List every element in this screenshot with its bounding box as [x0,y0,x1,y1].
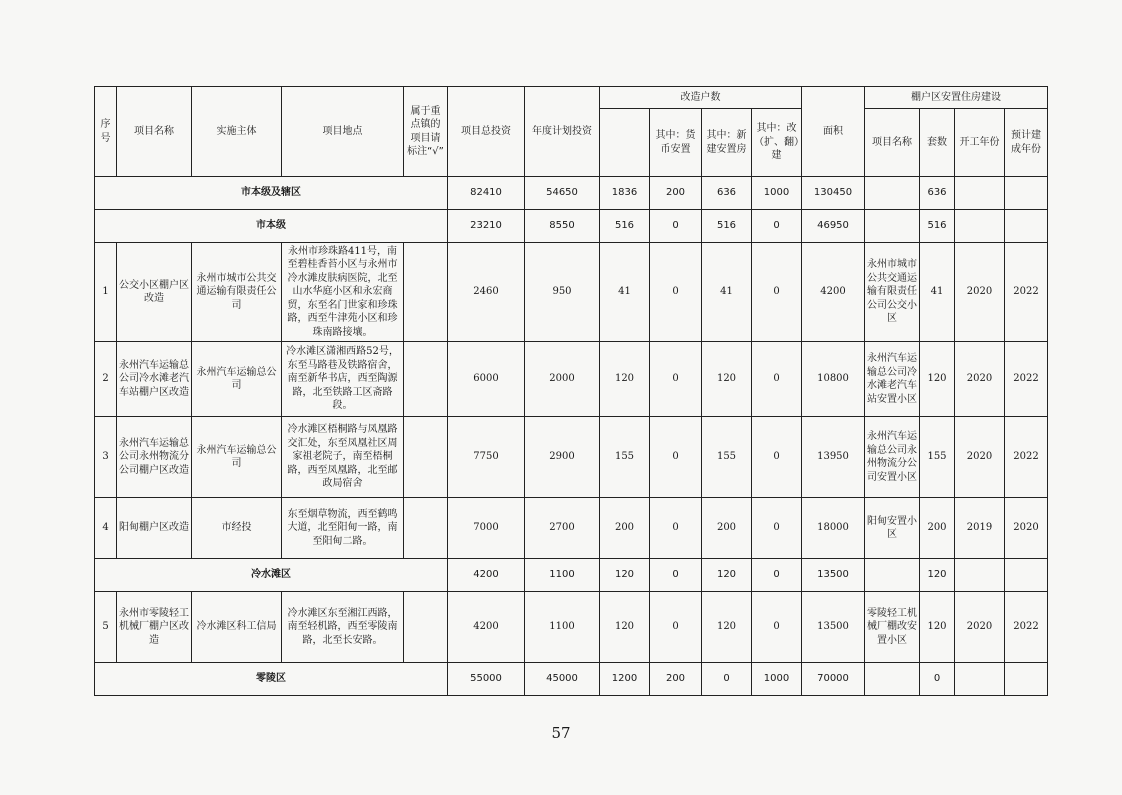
cell-end-year: 2022 [1005,342,1048,417]
cell-seq: 5 [95,592,117,663]
cell-monetary: 0 [650,210,702,243]
cell-housing-name: 永州汽车运输总公司冷水滩老汽车站安置小区 [865,342,920,417]
cell-start-year [955,559,1005,592]
summary-row-lengshuitan [95,559,1048,592]
cell-area: 13500 [802,592,865,663]
cell-area: 13950 [802,417,865,498]
cell-implementer: 永州汽车运输总公司 [192,342,282,417]
cell-area: 10800 [802,342,865,417]
cell-start-year: 2020 [955,342,1005,417]
cell-units: 41 [920,243,955,342]
cell-key-town [404,417,448,498]
cell-units: 516 [920,210,955,243]
cell-units: 155 [920,417,955,498]
cell-location: 东至烟草物流，西至鹤鸣大道，北至阳甸一路，南至阳甸二路。 [282,498,404,559]
cell-monetary: 0 [650,592,702,663]
cell-households: 120 [600,342,650,417]
cell-new-build: 120 [702,592,752,663]
cell-units: 200 [920,498,955,559]
cell-units: 120 [920,342,955,417]
cell-location: 冷水滩区潇湘西路52号，东至马路巷及铁路宿舍，南至新华书店，西至陶源路，北至铁路工区斋路段。 [282,342,404,417]
summary-row-city-total [95,177,1048,210]
cell-renovate: 0 [752,559,802,592]
cell-location: 冷水滩区梧桐路与凤凰路交汇处，东至凤凰社区周家祖老院子，南至梧桐路，西至凤凰路，北至邮政局宿舍 [282,417,404,498]
cell-area: 130450 [802,177,865,210]
cell-start-year [955,177,1005,210]
header-renovate: 其中：改（扩、翻）建 [752,109,802,177]
cell-seq: 2 [95,342,117,417]
cell-annual-investment: 950 [525,243,600,342]
cell-housing-name [865,559,920,592]
header-households-total [600,109,650,177]
header-row-1 [95,87,1048,109]
cell-start-year: 2020 [955,417,1005,498]
header-location: 项目地点 [282,87,404,177]
cell-annual-investment: 54650 [525,177,600,210]
cell-units: 636 [920,177,955,210]
table-row [95,342,1048,417]
cell-start-year: 2020 [955,592,1005,663]
cell-households: 41 [600,243,650,342]
cell-key-town [404,243,448,342]
cell-project-name: 永州汽车运输总公司冷水滩老汽车站棚户区改造 [117,342,192,417]
cell-new-build: 0 [702,663,752,696]
cell-households: 516 [600,210,650,243]
cell-units: 0 [920,663,955,696]
summary-row-lingling [95,663,1048,696]
cell-seq: 4 [95,498,117,559]
cell-area: 13500 [802,559,865,592]
header-end-year: 预计建成年份 [1005,109,1048,177]
cell-renovate: 0 [752,210,802,243]
cell-end-year: 2020 [1005,498,1048,559]
cell-housing-name [865,663,920,696]
cell-monetary: 200 [650,177,702,210]
summary-label: 冷水滩区 [95,559,448,592]
header-start-year: 开工年份 [955,109,1005,177]
cell-end-year: 2022 [1005,592,1048,663]
cell-new-build: 200 [702,498,752,559]
cell-annual-investment: 2700 [525,498,600,559]
cell-project-name: 公交小区棚户区改造 [117,243,192,342]
header-total-investment: 项目总投资 [448,87,525,177]
cell-total-investment: 55000 [448,663,525,696]
table-row [95,243,1048,342]
cell-area: 18000 [802,498,865,559]
cell-start-year [955,210,1005,243]
header-housing-name: 项目名称 [865,109,920,177]
cell-total-investment: 2460 [448,243,525,342]
cell-end-year: 2022 [1005,243,1048,342]
cell-monetary: 0 [650,243,702,342]
cell-location: 永州市珍珠路411号，南至碧桂香苔小区与永州市冷水滩皮肤病医院，北至山水华庭小区和永宏商贸，东至名门世家和珍珠路，西至牛津苑小区和珍珠南路接壤。 [282,243,404,342]
cell-annual-investment: 8550 [525,210,600,243]
header-area: 面积 [802,87,865,177]
cell-implementer: 永州市城市公共交通运输有限责任公司 [192,243,282,342]
cell-annual-investment: 45000 [525,663,600,696]
cell-total-investment: 4200 [448,559,525,592]
header-units: 套数 [920,109,955,177]
cell-units: 120 [920,559,955,592]
cell-annual-investment: 1100 [525,559,600,592]
cell-housing-name: 阳甸安置小区 [865,498,920,559]
cell-renovate: 0 [752,342,802,417]
cell-project-name: 阳甸棚户区改造 [117,498,192,559]
cell-new-build: 516 [702,210,752,243]
cell-monetary: 0 [650,417,702,498]
cell-households: 120 [600,559,650,592]
cell-new-build: 155 [702,417,752,498]
cell-total-investment: 4200 [448,592,525,663]
cell-new-build: 120 [702,342,752,417]
header-seq: 序号 [95,87,117,177]
cell-key-town [404,498,448,559]
cell-implementer: 冷水滩区科工信局 [192,592,282,663]
cell-key-town [404,592,448,663]
cell-project-name: 永州汽车运输总公司永州物流分公司棚户区改造 [117,417,192,498]
cell-renovate: 1000 [752,177,802,210]
table-row [95,592,1048,663]
cell-seq: 3 [95,417,117,498]
cell-renovate: 0 [752,417,802,498]
cell-households: 1200 [600,663,650,696]
cell-housing-name [865,177,920,210]
cell-total-investment: 23210 [448,210,525,243]
cell-end-year [1005,663,1048,696]
cell-renovate: 0 [752,498,802,559]
cell-key-town [404,342,448,417]
cell-area: 46950 [802,210,865,243]
cell-housing-name: 永州市城市公共交通运输有限责任公司公交小区 [865,243,920,342]
cell-units: 120 [920,592,955,663]
cell-households: 200 [600,498,650,559]
header-annual-investment: 年度计划投资 [525,87,600,177]
cell-project-name: 永州市零陵轻工机械厂棚户区改造 [117,592,192,663]
cell-implementer: 永州汽车运输总公司 [192,417,282,498]
page-number: 57 [551,724,571,742]
summary-label: 零陵区 [95,663,448,696]
cell-total-investment: 7750 [448,417,525,498]
summary-label: 市本级 [95,210,448,243]
header-households-group: 改造户数 [600,87,802,109]
cell-annual-investment: 2000 [525,342,600,417]
cell-new-build: 41 [702,243,752,342]
cell-area: 4200 [802,243,865,342]
cell-end-year: 2022 [1005,417,1048,498]
cell-households: 120 [600,592,650,663]
cell-households: 155 [600,417,650,498]
cell-end-year [1005,210,1048,243]
header-housing-group: 棚户区安置住房建设 [865,87,1048,109]
header-implementer: 实施主体 [192,87,282,177]
cell-start-year [955,663,1005,696]
shantytown-project-table [94,86,1048,696]
cell-implementer: 市经投 [192,498,282,559]
cell-total-investment: 82410 [448,177,525,210]
header-new-build: 其中：新建安置房 [702,109,752,177]
header-monetary: 其中：货币安置 [650,109,702,177]
cell-seq: 1 [95,243,117,342]
header-project-name: 项目名称 [117,87,192,177]
cell-new-build: 636 [702,177,752,210]
summary-row-city-level [95,210,1048,243]
cell-monetary: 0 [650,342,702,417]
cell-renovate: 0 [752,592,802,663]
cell-monetary: 0 [650,559,702,592]
cell-location: 冷水滩区东至湘江西路，南至轻机路，西至零陵南路，北至长安路。 [282,592,404,663]
cell-households: 1836 [600,177,650,210]
summary-label: 市本级及辖区 [95,177,448,210]
header-key-town: 属于重点镇的项目请标注“√” [404,87,448,177]
cell-new-build: 120 [702,559,752,592]
table-row [95,417,1048,498]
cell-total-investment: 7000 [448,498,525,559]
cell-monetary: 200 [650,663,702,696]
cell-annual-investment: 1100 [525,592,600,663]
cell-start-year: 2019 [955,498,1005,559]
cell-monetary: 0 [650,498,702,559]
cell-renovate: 1000 [752,663,802,696]
cell-start-year: 2020 [955,243,1005,342]
cell-housing-name [865,210,920,243]
table-row [95,498,1048,559]
cell-housing-name: 永州汽车运输总公司永州物流分公司安置小区 [865,417,920,498]
cell-total-investment: 6000 [448,342,525,417]
cell-area: 70000 [802,663,865,696]
cell-end-year [1005,177,1048,210]
cell-renovate: 0 [752,243,802,342]
cell-annual-investment: 2900 [525,417,600,498]
cell-end-year [1005,559,1048,592]
cell-housing-name: 零陵轻工机械厂棚改安置小区 [865,592,920,663]
